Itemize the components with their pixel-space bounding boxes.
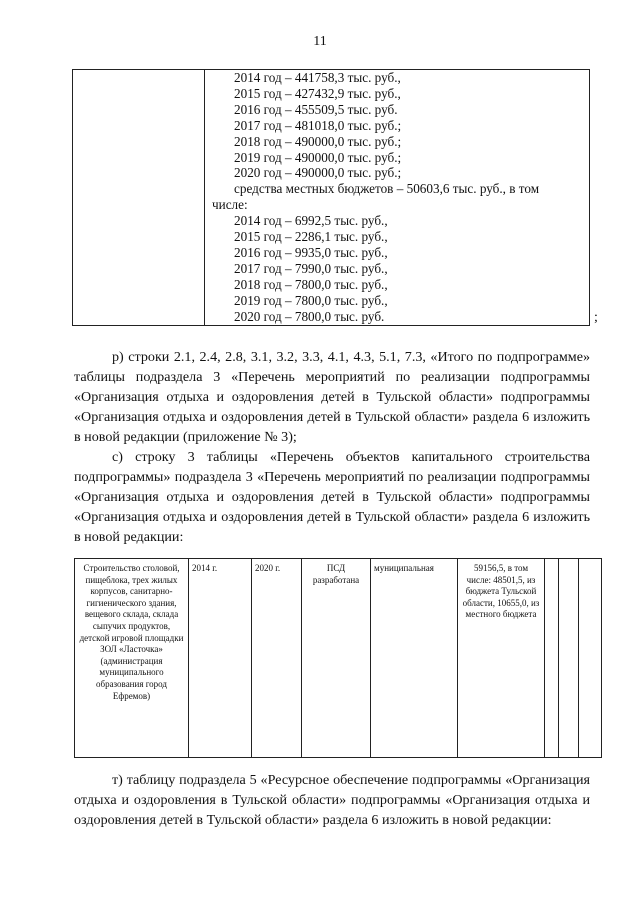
funding-line: 2016 год – 455509,5 тыс. руб.	[234, 101, 398, 117]
funding-line: 2014 год – 6992,5 тыс. руб.,	[234, 213, 388, 229]
end-year-cell	[252, 559, 302, 757]
empty-cell	[579, 559, 601, 757]
paragraph-t-text: т) таблицу подраздела 5 «Ресурсное обеспечение подпрограммы «Организация отдыха и оздоровления в Тульской области» подпрограммы «Организация отдыха и оздоровления детей в Тульской области» раздела 6 изложить в новой редакции:	[74, 772, 590, 829]
funding-values-cell	[205, 70, 589, 325]
empty-cell	[545, 559, 559, 757]
paragraph-r	[74, 347, 590, 447]
funding-line: 2018 год – 7800,0 тыс. руб.,	[234, 276, 388, 292]
construction-table	[74, 558, 602, 758]
local-budget-heading: средства местных бюджетов – 50603,6 тыс. руб., в том	[234, 181, 540, 197]
ownership-cell	[371, 559, 458, 757]
start-year: 2014 г.	[192, 563, 218, 573]
funding-table	[72, 69, 590, 326]
paragraph-t	[74, 770, 590, 830]
funding-line: 2015 год – 2286,1 тыс. руб.,	[234, 229, 388, 245]
status-cell	[302, 559, 371, 757]
paragraph-r-text: р) строки 2.1, 2.4, 2.8, 3.1, 3.2, 3.3, 4.1, 4.3, 5.1, 7.3, «Итого по подпрограмме» таблицы подраздела 3 «Перечень мероприятий по реализации подпрограммы «Организация отдыха и оздоровления детей в Тульской области» подпрограммы «Организация отдыха и оздоровления детей в Тульской области» раздела 6 изложить в новой редакции (приложение № 3);	[74, 349, 590, 446]
page-number: 11	[313, 34, 327, 49]
table-semicolon: ;	[594, 310, 598, 325]
funding-line: 2017 год – 7990,0 тыс. руб.,	[234, 260, 388, 276]
ownership: муниципальная	[374, 563, 434, 573]
funding-line: 2014 год – 441758,3 тыс. руб.,	[234, 70, 401, 85]
funding-line: 2017 год – 481018,0 тыс. руб.;	[234, 117, 402, 133]
funding-line: 2020 год – 490000,0 тыс. руб.;	[234, 165, 402, 181]
object-cell	[75, 559, 189, 757]
funding-line: 2016 год – 9935,0 тыс. руб.,	[234, 244, 388, 260]
cost: 59156,5, в том числе: 48501,5, из бюджета Тульской области, 10655,0, из местного бюджета	[462, 563, 540, 620]
end-year: 2020 г.	[255, 563, 281, 573]
funding-line: 2018 год – 490000,0 тыс. руб.;	[234, 133, 402, 149]
empty-cell	[559, 559, 579, 757]
local-budget-heading-cont: числе:	[212, 197, 248, 213]
funding-label-cell	[73, 70, 205, 325]
funding-line: 2020 год – 7800,0 тыс. руб.	[234, 308, 385, 324]
cost-cell	[458, 559, 545, 757]
object-name: Строительство столовой, пищеблока, трех жилых корпусов, санитарно-гигиенического здания, вещевого склада, склада сыпучих продуктов, детской игровой площадки ЗОЛ «Ласточка» (администрация муниципального образования город Ефремов)	[79, 563, 184, 701]
funding-line: 2019 год – 490000,0 тыс. руб.;	[234, 149, 402, 165]
paragraph-s-text: с) строку 3 таблицы «Перечень объектов капитального строительства подпрограммы» подраздела 3 «Перечень мероприятий по реализации подпрограммы «Организация отдыха и оздоровления детей в Тульской области» подпрограммы «Организация отдыха и оздоровления детей в Тульской области» раздела 6 изложить в новой редакции:	[74, 449, 590, 546]
paragraph-s	[74, 447, 590, 547]
funding-line: 2015 год – 427432,9 тыс. руб.,	[234, 85, 401, 101]
status: ПСД разработана	[312, 563, 360, 585]
funding-line: 2019 год – 7800,0 тыс. руб.,	[234, 292, 388, 308]
start-year-cell	[189, 559, 252, 757]
